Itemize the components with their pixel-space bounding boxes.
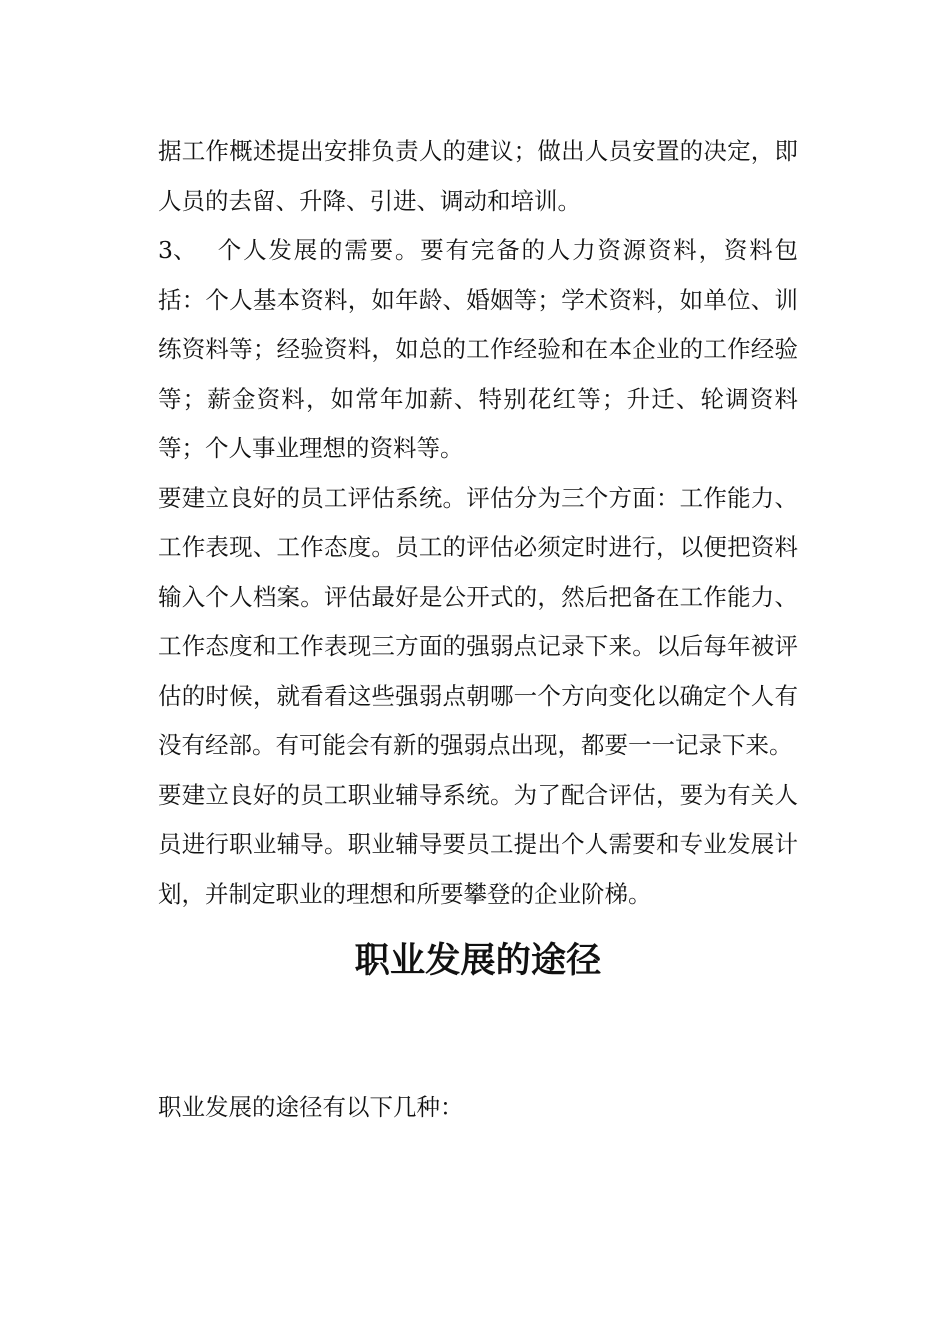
document-page (158, 127, 798, 1132)
paragraph-text: 要建立良好的员工职业辅导系统。为了配合评估，要为有关人员进行职业辅导。职业辅导要员工提出个人需要和专业发展计划，并制定职业的理想和所要攀登的企业阶梯。 (158, 780, 798, 908)
paragraph-personnel-decision (158, 127, 798, 226)
paragraph-evaluation-system (158, 474, 798, 771)
paragraph-text: 个人发展的需要。要有完备的人力资源资料，资料包括：个人基本资料，如年龄、婚姻等；学术资料，如单位、训练资料等；经验资料，如总的工作经验和在本企业的工作经验等；薪金资料，如常年加薪、特别花红等；升迁、轮调资料等；个人事业理想的资料等。 (158, 236, 798, 462)
paragraph-number: 3、 (158, 236, 197, 264)
paragraph-career-guidance (158, 771, 798, 920)
section-heading: 职业发展的途径 (354, 940, 602, 981)
paragraph-text: 要建立良好的员工评估系统。评估分为三个方面：工作能力、工作表现、工作态度。员工的评估必须定时进行，以便把资料输入个人档案。评估最好是公开式的，然后把备在工作能力、工作态度和工作表现三方面的强弱点记录下来。以后每年被评估的时候，就看看这些强弱点朝哪一个方向变化以确定个人有没有经部。有可能会有新的强弱点出现，都要一一记录下来。 (158, 483, 798, 759)
paragraph-personal-development (158, 226, 798, 474)
paragraph-text: 据工作概述提出安排负责人的建议；做出人员安置的决定，即人员的去留、升降、引进、调动和培训。 (158, 137, 798, 215)
blank-space (158, 986, 798, 1083)
intro-line: 职业发展的途径有以下几种： (158, 1092, 464, 1121)
